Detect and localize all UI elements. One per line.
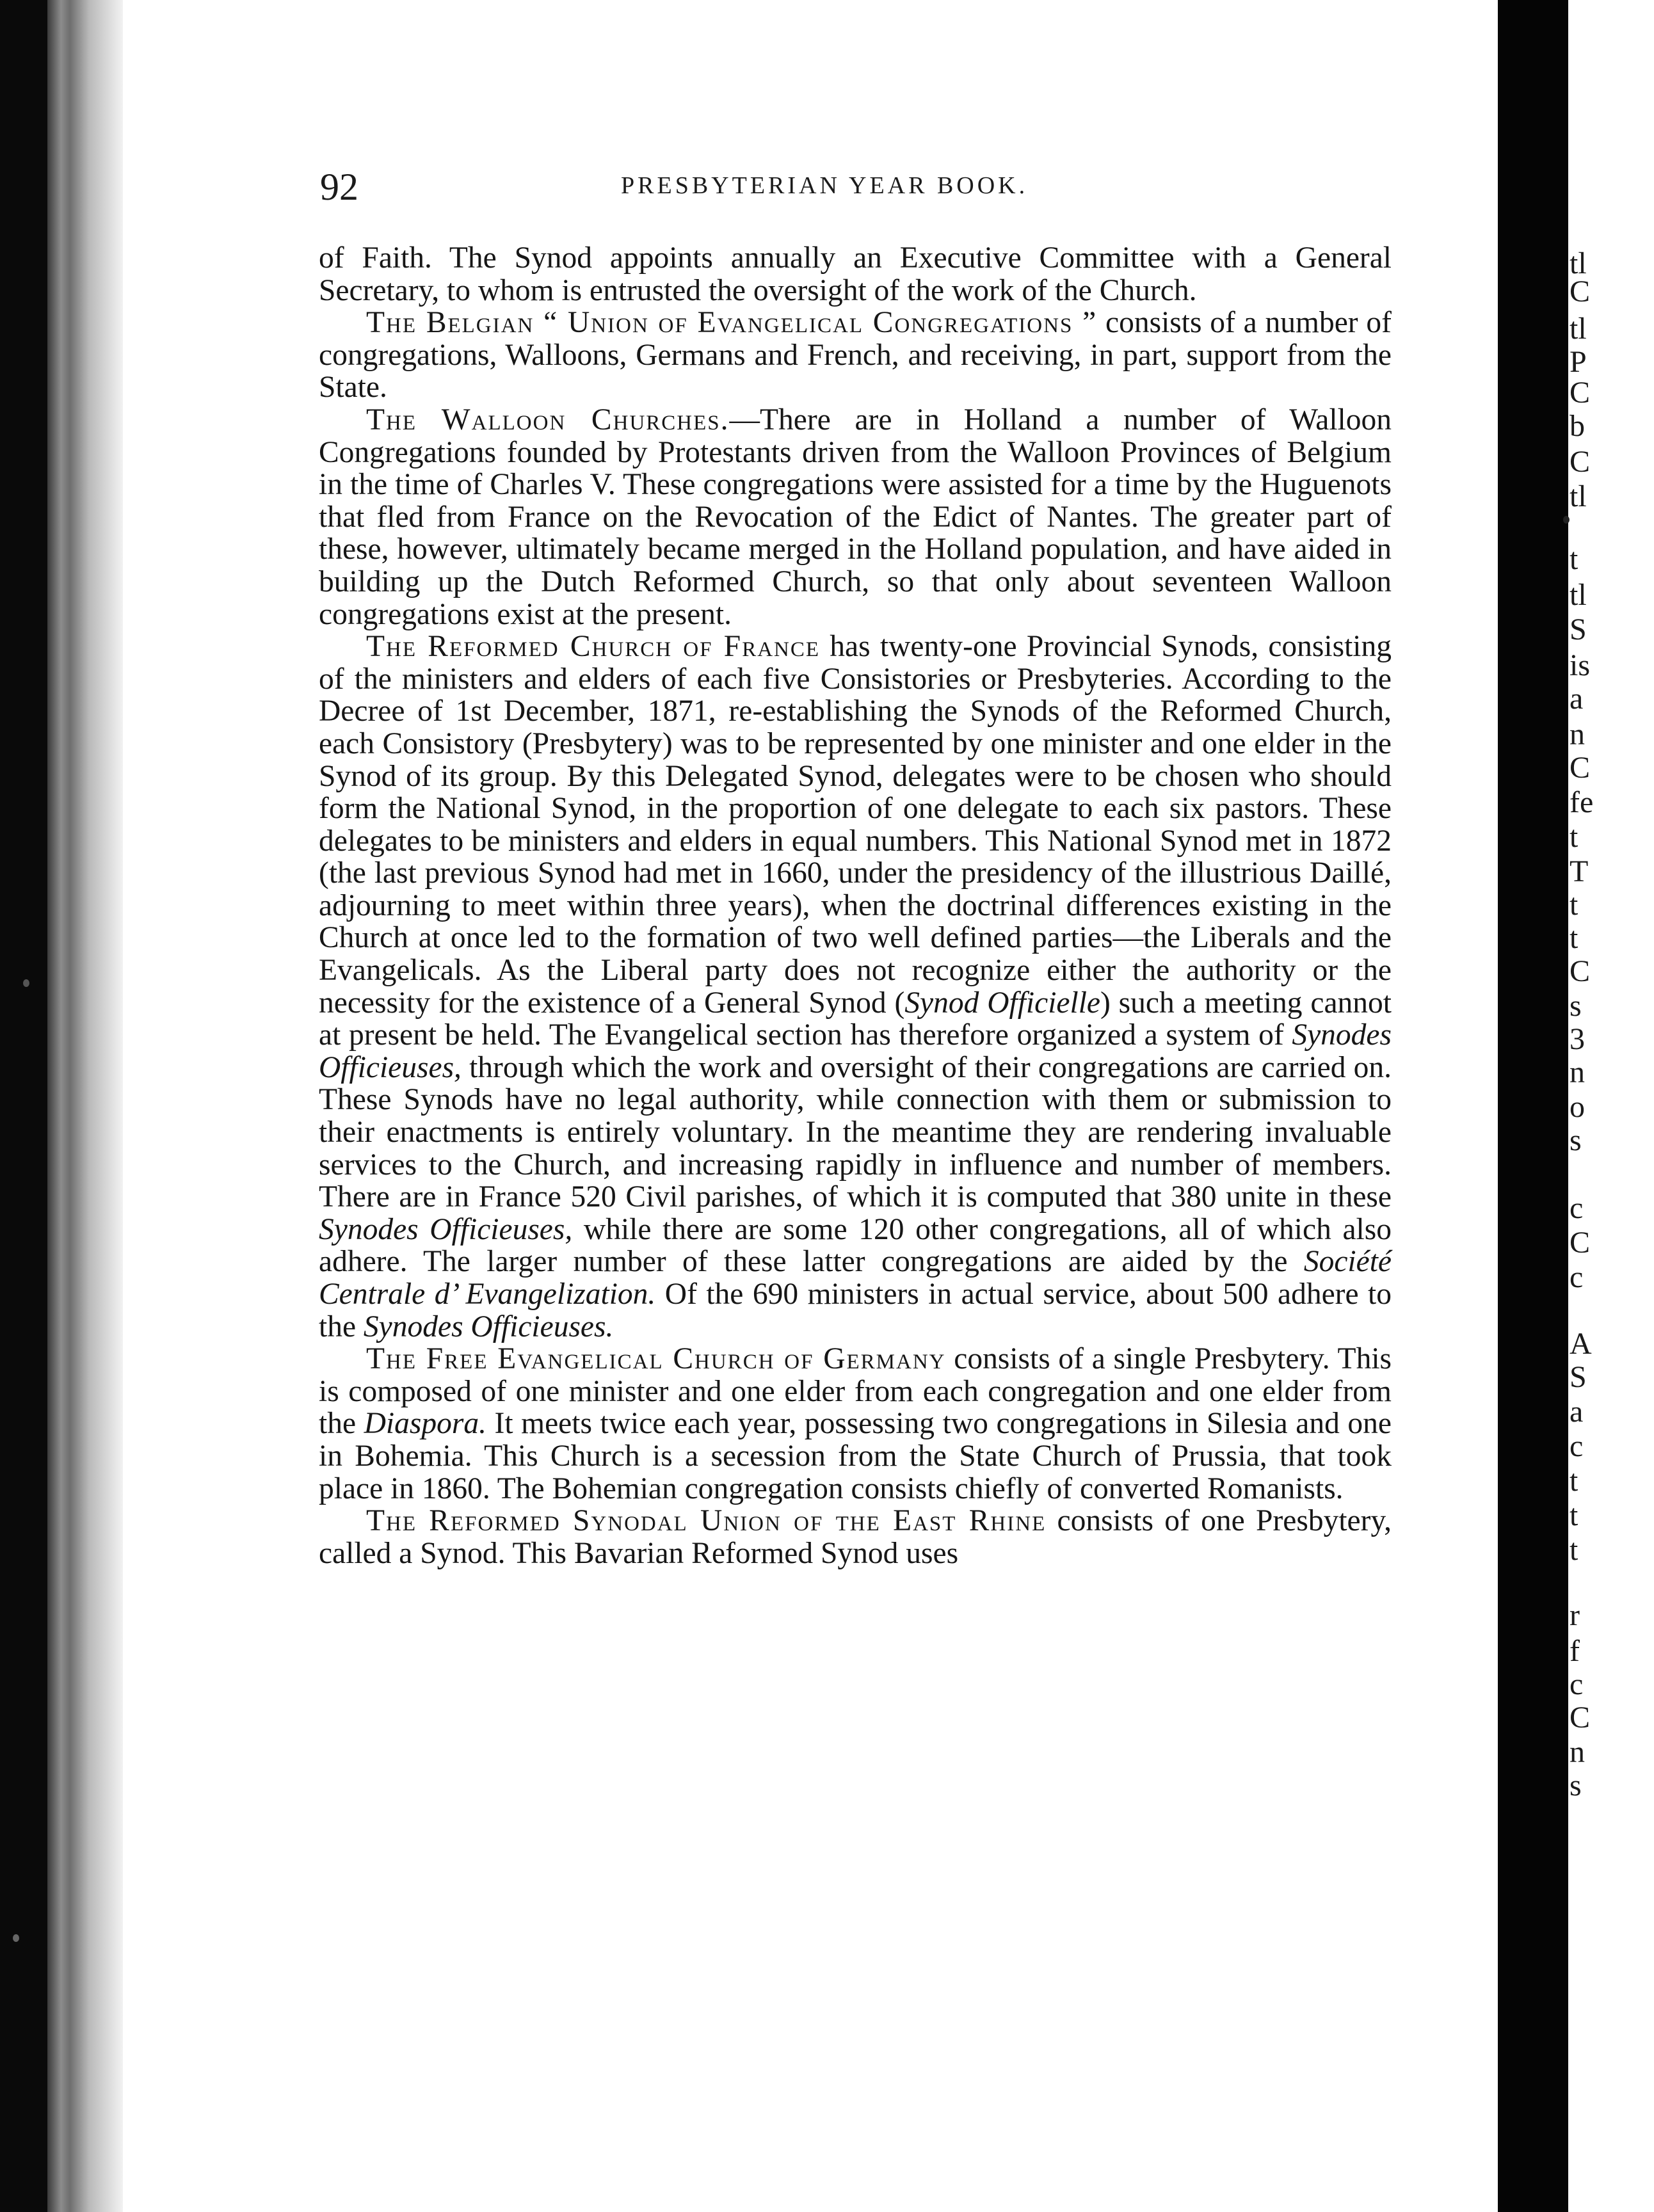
facing-page-fragment: n [1570, 1735, 1585, 1769]
italic-term: Synodes Officieuses, [319, 1018, 1392, 1084]
facing-page-fragment: C [1570, 376, 1591, 410]
facing-page-fragment: tl [1570, 578, 1587, 612]
facing-page-fragment: a [1570, 682, 1584, 716]
paragraph-text: —There are in Holland a number of Walloon Congregations founded by Protestants driven from the Walloon Provinces of Belgium in the time of Charles V. These congregations were assisted for a time by the Huguenots that fled from France on the Revocation of the Edict of Nantes. The greater part of these, however, ultimately became merged in the Holland population, and have aided in building up the Dutch Reformed Church, so that only about seventeen Walloon congregations exist at the present. [319, 403, 1392, 631]
paragraph-text: consists of one Presbytery, called a Synod. This Bavarian Reformed Synod uses [319, 1504, 1392, 1570]
paragraph-text: Of the 690 ministers in actual service, about 500 adhere to the [319, 1278, 1392, 1343]
facing-page-fragment: tl [1570, 479, 1587, 513]
facing-page-fragment: A [1570, 1327, 1592, 1361]
left-margin-shadow [0, 0, 47, 2212]
facing-page-fragment: tl [1570, 312, 1587, 346]
facing-page-fragment: tl [1570, 246, 1587, 280]
book-binding-edge [47, 0, 123, 2212]
ink-speck [1563, 516, 1570, 524]
facing-page-fragment: c [1570, 1429, 1584, 1463]
paragraph-text: while there are some 120 other congregations, all of which also adhere. The larger number of these latter congregations are aided by the [319, 1212, 1392, 1279]
facing-page-fragment: n [1570, 1055, 1585, 1089]
facing-page-fragment: t [1570, 1533, 1578, 1567]
paragraph-walloon-churches [319, 404, 1392, 630]
page-number: 92 [320, 166, 358, 208]
facing-page-fragment: C [1570, 1701, 1591, 1735]
paragraph-text: It meets twice each year, possessing two congregations in Silesia and one in Bohemia. This Church is a secession from the State Church of Prussia, that took place in 1860. The Bohemian congregation consists chiefly of converted Romanists. [319, 1407, 1392, 1505]
running-header [320, 165, 1549, 210]
facing-page-fragment: 3 [1570, 1022, 1585, 1056]
paragraph-text: consists of a number of congregations, Walloons, Germans and French, and receiving, in part, support from the State. [319, 306, 1392, 405]
italic-term: Société Centrale d’ Evangelization. [319, 1245, 1392, 1311]
body-text [319, 242, 1392, 1569]
facing-page-fragment: fe [1570, 785, 1594, 819]
facing-page-fragment: C [1570, 954, 1591, 988]
paragraph-text: ) such a meeting cannot at present be held. The Evangelical section has therefore organized a system of [319, 986, 1392, 1052]
facing-page-fragment: is [1570, 648, 1591, 682]
facing-page-edge [1568, 0, 1654, 2212]
italic-term: Synod Officielle [904, 986, 1100, 1020]
facing-page-fragment: C [1570, 751, 1591, 785]
facing-page-fragment: n [1570, 717, 1585, 751]
facing-page-fragment: t [1570, 888, 1578, 922]
facing-page-fragment: o [1570, 1090, 1585, 1124]
paragraph-text: of Faith. The Synod appoints annually an Executive Committee with a General Secretary, to whom is entrusted the oversight of the work of the Church. [319, 241, 1392, 307]
facing-page-fragment: a [1570, 1395, 1584, 1429]
section-lead: The Walloon Churches. [366, 403, 730, 437]
facing-page-fragment: c [1570, 1667, 1584, 1701]
facing-page-fragment: P [1570, 345, 1587, 379]
facing-page-fragment: r [1570, 1598, 1580, 1632]
paragraph-faith-continuation [319, 242, 1392, 307]
italic-term: Synodes Officieuses, [319, 1212, 573, 1246]
facing-page-fragment: C [1570, 1226, 1591, 1260]
ink-speck [23, 979, 29, 987]
paragraph-reformed-church-france [319, 630, 1392, 1343]
running-title: PRESBYTERIAN YEAR BOOK. [621, 172, 1029, 199]
facing-page-fragment: C [1570, 445, 1591, 479]
facing-page-fragment: t [1570, 921, 1578, 955]
facing-page-fragment: S [1570, 613, 1587, 646]
paragraph-text: has twenty-one Provincial Synods, consisting of the ministers and elders of each five Consistories or Presbyteries. According to the Decree of 1st December, 1871, re-establishing the Synods of the Reformed Church, each Consistory (Presbytery) was to be represented by one minister and one elder in the Synod of its group. By this Delegated Synod, delegates were to be chosen who should form the National Synod, in the proportion of one delegate to each six pastors. These delegates to be ministers and elders in equal numbers. This National Synod met in 1872 (the last previous Synod had met in 1660, under the presidency of the illustrious Daillé, adjourning to meet within three years), when the doctrinal differences existing in the Church at once led to the formation of two well defined parties—the Liberals and the Evangelicals. As the Liberal party does not recognize either the authority or the necessity for the existence of a General Synod ( [319, 630, 1392, 1020]
italic-term: Diaspora. [364, 1407, 486, 1441]
facing-page-fragment: S [1570, 1360, 1587, 1394]
facing-page-fragment: s [1570, 1768, 1582, 1802]
paragraph-text: consists of a single Presbytery. This is composed of one minister and one elder from each congregation and one elder from the [319, 1342, 1392, 1441]
facing-page-fragment: f [1570, 1634, 1580, 1668]
facing-page-fragment: T [1570, 854, 1589, 888]
facing-page-fragment: s [1570, 989, 1582, 1023]
paragraph-free-evangelical-germany [319, 1343, 1392, 1505]
section-lead: The Belgian “ Union of Evangelical Congregations ” [366, 306, 1098, 340]
section-lead: The Free Evangelical Church of Germany [366, 1342, 946, 1376]
paragraph-text: through which the work and oversight of their congregations are carried on. These Synods have no legal authority, while connection with them or submission to their enactments is entirely voluntary. In the meantime they are rendering invaluable services to the Church, and increasing rapidly in influence and number of members. There are in France 520 Civil parishes, of which it is computed that 380 unite in these [319, 1050, 1392, 1214]
facing-page-fragment: s [1570, 1123, 1582, 1157]
facing-page-fragment: t [1570, 1498, 1578, 1532]
page-gap-shadow [1498, 0, 1568, 2212]
facing-page-fragment: t [1570, 542, 1578, 576]
facing-page-fragment: b [1570, 409, 1585, 443]
paragraph-belgian-union [319, 307, 1392, 404]
facing-page-fragment: t [1570, 1464, 1578, 1498]
facing-page-fragment: c [1570, 1191, 1584, 1225]
section-lead: The Reformed Synodal Union of the East Rhine [366, 1504, 1047, 1538]
facing-page-fragment: C [1570, 275, 1591, 309]
ink-speck [13, 1934, 19, 1942]
section-lead: The Reformed Church of France [366, 630, 821, 664]
italic-term: Synodes Officieuses. [363, 1310, 614, 1343]
paragraph-synodal-union-east-rhine [319, 1505, 1392, 1569]
facing-page-fragment: t [1570, 820, 1578, 854]
facing-page-fragment: c [1570, 1260, 1584, 1294]
